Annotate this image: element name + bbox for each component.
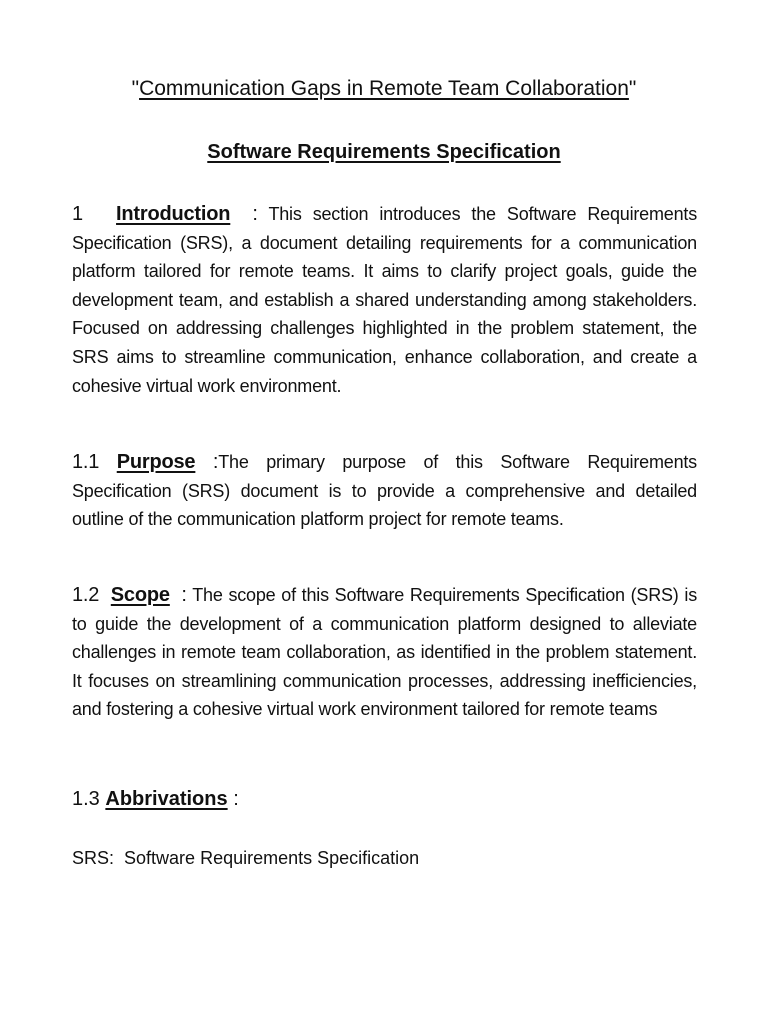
title-close-quote: ": [628, 77, 637, 100]
section-heading: Scope: [110, 584, 170, 606]
abbreviation-entry: [72, 844, 697, 872]
section-colon: :: [252, 203, 258, 225]
section-heading: Abbrivations: [105, 788, 228, 810]
section-abbreviations: [72, 784, 697, 814]
section-heading: Introduction: [116, 203, 231, 225]
section-colon: :: [233, 788, 239, 810]
abbreviation-definition: Software Requirements Specification: [124, 848, 420, 868]
section-number: 1: [72, 203, 83, 225]
section-number: 1.2: [72, 584, 100, 606]
section-scope: [72, 581, 697, 724]
section-heading: Purpose: [116, 451, 196, 473]
section-body: This section introduces the Software Requirements Specification (SRS), a document detailing requirements for a communication platform tailored for remote teams. It aims to clarify project goals, guide the development team, and establish a shared understanding among stakeholders. Focused on addressing challenges highlighted in the problem statement, the SRS aims to streamline communication, enhance collaboration, and create a cohesive virtual work environment.: [72, 204, 698, 396]
section-colon: :: [181, 584, 187, 606]
subtitle-text: Software Requirements Specification: [207, 141, 561, 163]
document-title: [0, 74, 768, 104]
document-subtitle: [0, 137, 768, 167]
section-body: The scope of this Software Requirements Specification (SRS) is to guide the development of a communication platform designed to alleviate challenges in remote team collaboration, as identified in the problem statement. It focuses on streamlining communication processes, addressing inefficiencies, and fostering a cohesive virtual work environment tailored for remote teams: [72, 585, 697, 720]
abbreviation-term: SRS:: [72, 848, 115, 868]
section-purpose: [72, 448, 697, 534]
section-body: The primary purpose of this Software Requirements Specification (SRS) document is to provide a comprehensive and detailed outline of the communication platform project for remote teams.: [72, 452, 697, 530]
section-number: 1.1: [72, 451, 100, 473]
title-text: Communication Gaps in Remote Team Collaboration: [139, 77, 629, 100]
section-colon: :: [212, 451, 219, 473]
title-open-quote: ": [131, 77, 140, 100]
section-number: 1.3: [72, 788, 100, 810]
section-introduction: [72, 200, 697, 400]
